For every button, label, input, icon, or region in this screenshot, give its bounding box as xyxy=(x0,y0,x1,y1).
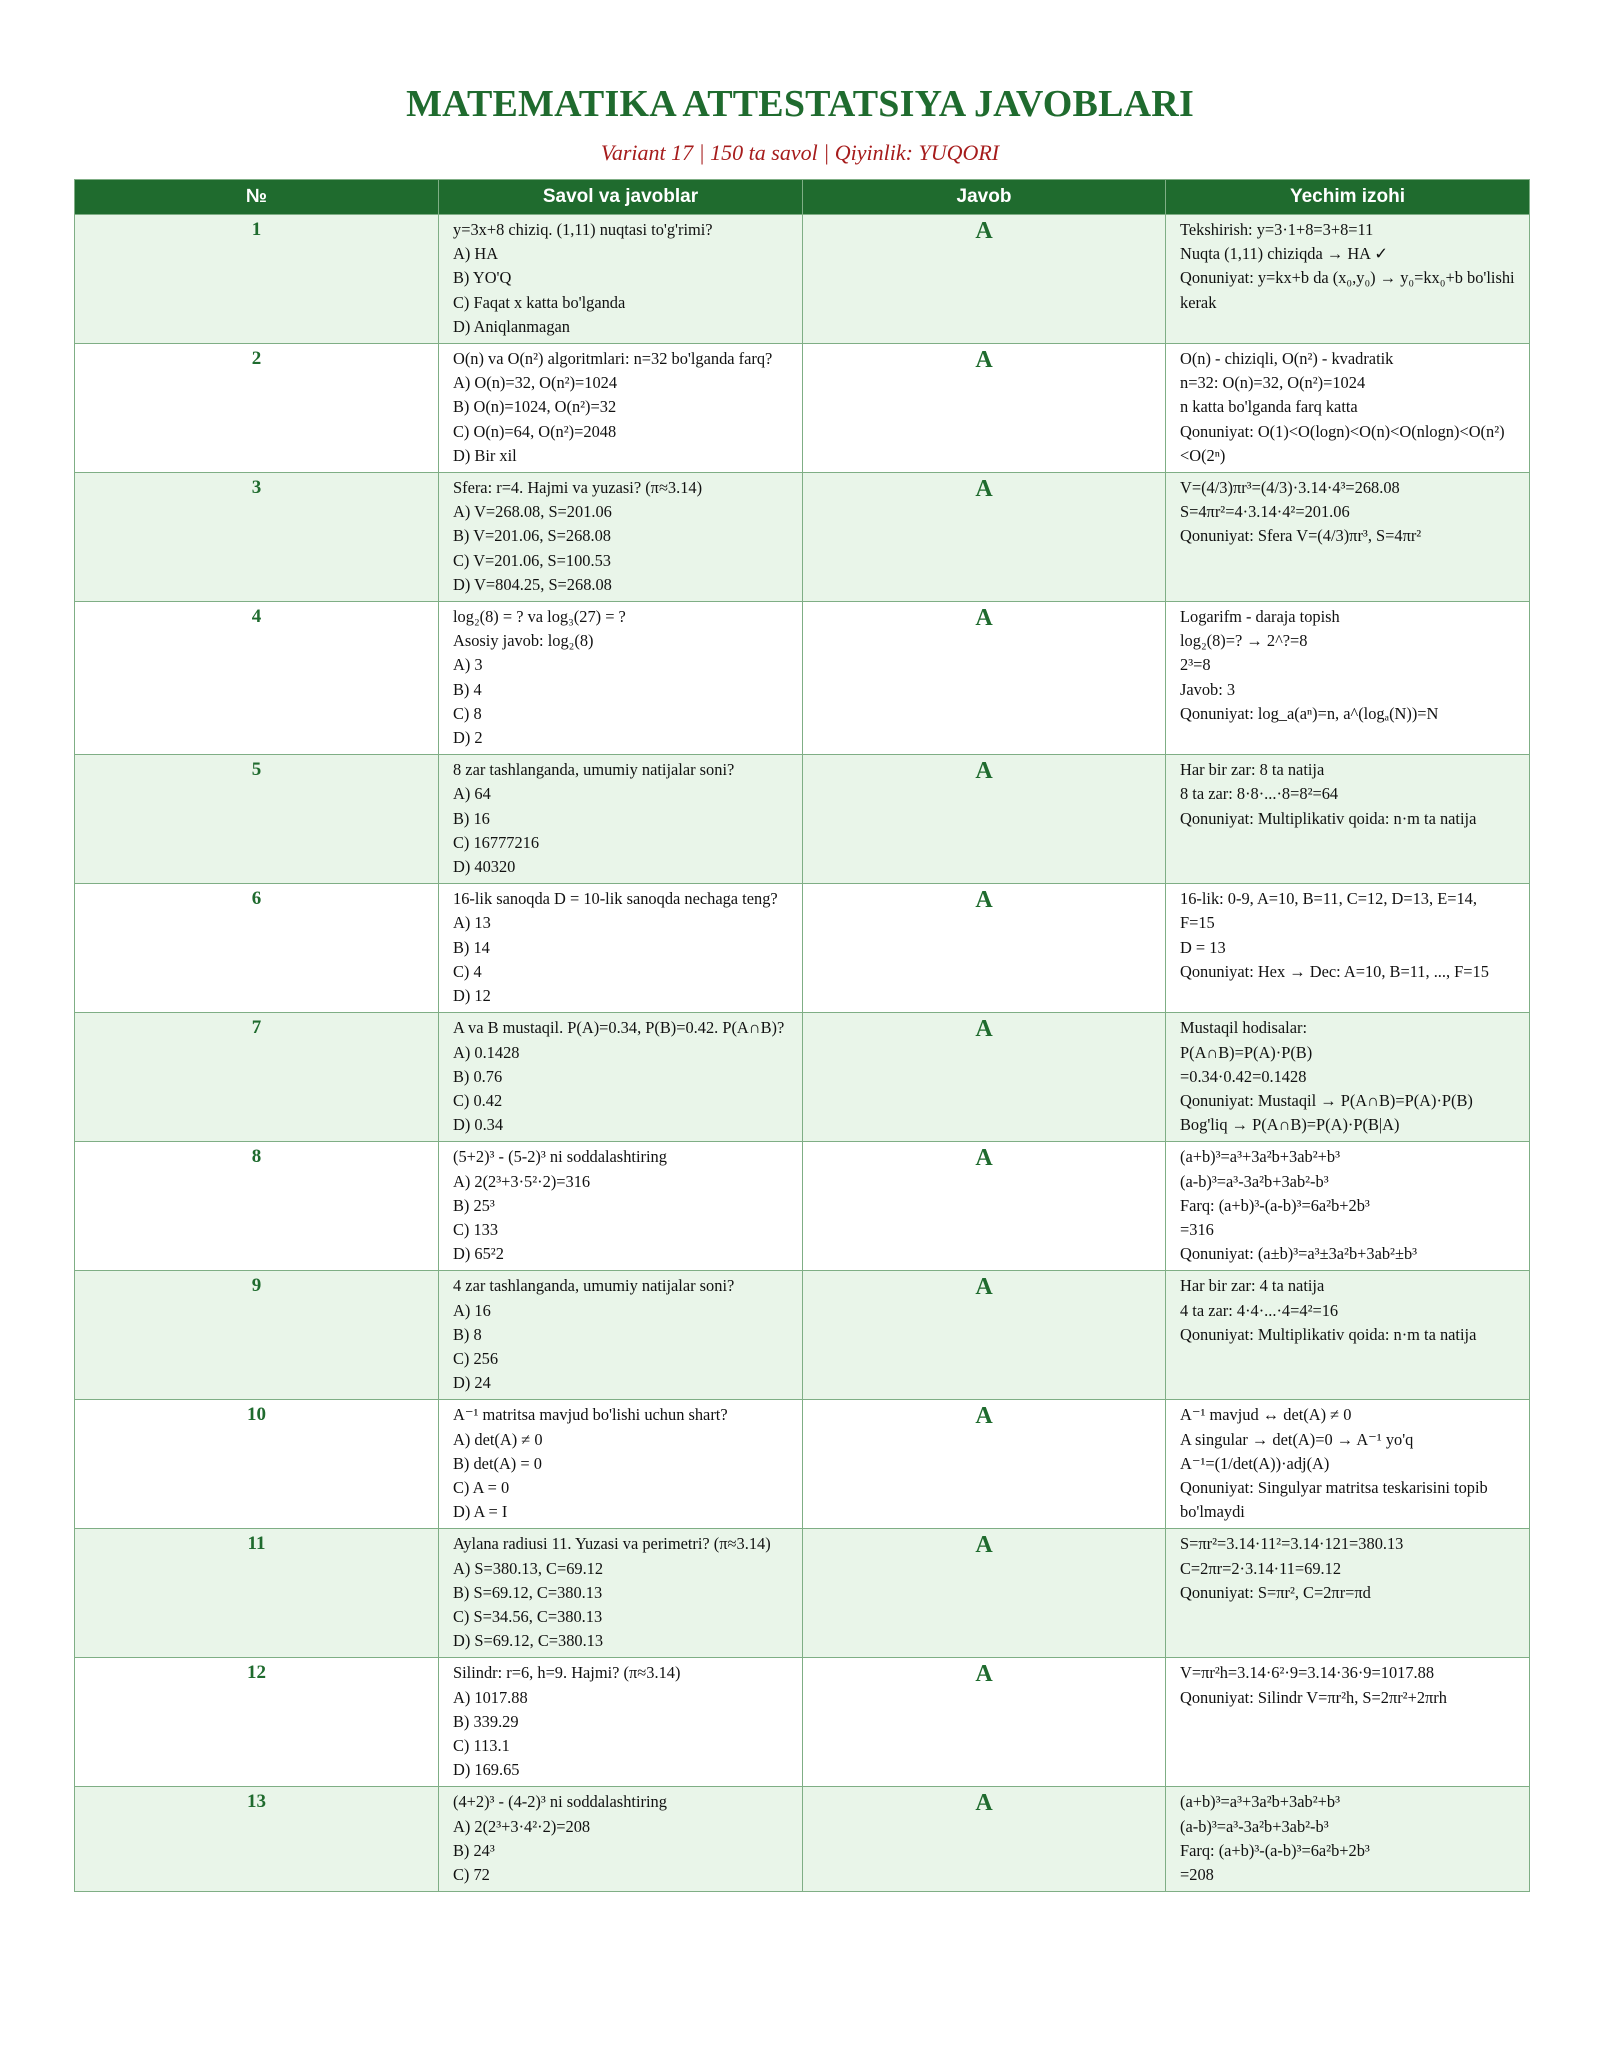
question-cell xyxy=(439,1400,803,1529)
answer-option: D) 65²2 xyxy=(453,1244,504,1264)
explanation-line: (a-b)³=a³-3a²b+3ab²-b³ xyxy=(1180,1171,1329,1191)
answer-option: A) 64 xyxy=(453,784,491,804)
question-number: 4 xyxy=(75,602,439,755)
answer-option: D) 40320 xyxy=(453,857,516,877)
answer-option: Asosiy javob: log₂(8) xyxy=(453,631,594,651)
table-row xyxy=(75,1013,1530,1142)
explanation-line: A singular → det(A)=0 → A⁻¹ yo'q xyxy=(1180,1429,1414,1449)
correct-answer: A xyxy=(803,1529,1166,1658)
answer-option: B) S=69.12, C=380.13 xyxy=(453,1582,603,1602)
explanation-line: V=πr²h=3.14·6²·9=3.14·36·9=1017.88 xyxy=(1180,1663,1435,1683)
explanation-line: Tekshirish: y=3·1+8=3+8=11 xyxy=(1180,220,1374,239)
explanation-cell xyxy=(1166,1529,1530,1658)
table-row xyxy=(75,1400,1530,1529)
question-number: 12 xyxy=(75,1658,439,1787)
question-number: 1 xyxy=(75,215,439,344)
answer-option: A) 0.1428 xyxy=(453,1042,520,1062)
question-text: O(n) va O(n²) algoritmlari: n=32 bo'lganda farq? xyxy=(453,349,773,369)
explanation-line: Farq: (a+b)³-(a-b)³=6a²b+2b³ xyxy=(1180,1840,1370,1860)
question-text: (5+2)³ - (5-2)³ ni soddalashtiring xyxy=(453,1147,667,1167)
correct-answer: A xyxy=(803,473,1166,602)
table-row xyxy=(75,1529,1530,1658)
answer-option: B) 4 xyxy=(453,679,482,699)
question-cell xyxy=(439,1787,803,1892)
question-cell xyxy=(439,1271,803,1400)
page-subtitle: Variant 17 | 150 ta savol | Qiyinlik: YUQORI xyxy=(600,140,1000,165)
answer-option: D) 169.65 xyxy=(453,1760,520,1780)
correct-answer: A xyxy=(803,1787,1166,1892)
answer-option: A) V=268.08, S=201.06 xyxy=(453,502,612,522)
explanation-line: Qonuniyat: y=kx+b da (x₀,y₀) → y₀=kx₀+b bo'lishi kerak xyxy=(1180,268,1515,312)
question-number: 10 xyxy=(75,1400,439,1529)
answer-option: C) V=201.06, S=100.53 xyxy=(453,550,611,570)
explanation-line: =208 xyxy=(1180,1865,1214,1884)
answer-option: C) 256 xyxy=(453,1348,499,1368)
answer-option: C) S=34.56, C=380.13 xyxy=(453,1606,603,1626)
question-text: A⁻¹ matritsa mavjud bo'lishi uchun shart? xyxy=(453,1405,728,1425)
table-header xyxy=(75,180,1530,215)
question-cell xyxy=(439,1013,803,1142)
question-number: 9 xyxy=(75,1271,439,1400)
explanation-line: n=32: O(n)=32, O(n²)=1024 xyxy=(1180,373,1366,393)
question-text: Aylana radiusi 11. Yuzasi va perimetri? (π≈3.14) xyxy=(453,1534,771,1554)
explanation-line: =0.34·0.42=0.1428 xyxy=(1180,1066,1307,1086)
answer-option: B) 0.76 xyxy=(453,1066,503,1086)
answer-option: D) 12 xyxy=(453,986,491,1006)
header-explanation: Yechim izohi xyxy=(1166,180,1530,215)
question-text: Sfera: r=4. Hajmi va yuzasi? (π≈3.14) xyxy=(453,478,703,498)
correct-answer: A xyxy=(803,884,1166,1013)
explanation-cell xyxy=(1166,1271,1530,1400)
explanation-line: Farq: (a+b)³-(a-b)³=6a²b+2b³ xyxy=(1180,1195,1370,1215)
question-text: 16-lik sanoqda D = 10-lik sanoqda nechaga teng? xyxy=(453,889,778,909)
explanation-line: (a+b)³=a³+3a²b+3ab²+b³ xyxy=(1180,1792,1340,1812)
table-row xyxy=(75,884,1530,1013)
answer-option: C) 72 xyxy=(453,1865,490,1884)
answer-option: B) YO'Q xyxy=(453,268,512,288)
question-cell xyxy=(439,1658,803,1787)
answer-option: D) S=69.12, C=380.13 xyxy=(453,1631,604,1651)
explanation-line: 2³=8 xyxy=(1180,655,1211,675)
correct-answer: A xyxy=(803,755,1166,884)
question-cell xyxy=(439,215,803,344)
correct-answer: A xyxy=(803,215,1166,344)
table-row xyxy=(75,344,1530,473)
correct-answer: A xyxy=(803,602,1166,755)
explanation-line: Har bir zar: 4 ta natija xyxy=(1180,1276,1325,1296)
table-row xyxy=(75,215,1530,344)
correct-answer: A xyxy=(803,1400,1166,1529)
question-number: 6 xyxy=(75,884,439,1013)
explanation-line: Har bir zar: 8 ta natija xyxy=(1180,760,1325,780)
question-cell xyxy=(439,1529,803,1658)
answer-option: C) O(n)=64, O(n²)=2048 xyxy=(453,421,617,441)
explanation-line: log₂(8)=? → 2^?=8 xyxy=(1180,631,1308,651)
question-number: 11 xyxy=(75,1529,439,1658)
explanation-line: A⁻¹=(1/det(A))·adj(A) xyxy=(1180,1453,1330,1473)
answer-option: B) 14 xyxy=(453,937,490,957)
explanation-line: C=2πr=2·3.14·11=69.12 xyxy=(1180,1558,1342,1578)
answers-table xyxy=(74,179,1530,1892)
table-row xyxy=(75,1142,1530,1271)
explanation-cell xyxy=(1166,344,1530,473)
answer-option: D) Bir xil xyxy=(453,445,517,465)
explanation-line: 8 ta zar: 8·8·...·8=8²=64 xyxy=(1180,784,1339,804)
question-number: 2 xyxy=(75,344,439,473)
question-number: 3 xyxy=(75,473,439,602)
answer-option: B) 8 xyxy=(453,1324,482,1344)
explanation-cell xyxy=(1166,1787,1530,1892)
explanation-line: Qonuniyat: log_a(aⁿ)=n, a^(logₐ(N))=N xyxy=(1180,703,1439,723)
answer-option: D) 2 xyxy=(453,728,483,748)
question-text: log₂(8) = ? va log₃(27) = ? xyxy=(453,607,626,627)
answer-option: A) 1017.88 xyxy=(453,1687,528,1707)
explanation-line: =316 xyxy=(1180,1219,1214,1239)
answer-option: C) 0.42 xyxy=(453,1090,503,1110)
explanation-line: Bog'liq → P(A∩B)=P(A)·P(B|A) xyxy=(1180,1115,1400,1135)
header-answer: Javob xyxy=(803,180,1166,215)
explanation-line: Qonuniyat: O(1)<O(logn)<O(n)<O(nlogn)<O(n²)<O(2ⁿ) xyxy=(1180,421,1505,465)
explanation-cell xyxy=(1166,755,1530,884)
answer-option: A) HA xyxy=(453,244,499,264)
table-row xyxy=(75,1658,1530,1787)
explanation-cell xyxy=(1166,1142,1530,1271)
header-number: № xyxy=(75,180,439,215)
correct-answer: A xyxy=(803,1142,1166,1271)
explanation-line: P(A∩B)=P(A)·P(B) xyxy=(1180,1042,1313,1062)
answer-option: D) V=804.25, S=268.08 xyxy=(453,574,612,594)
answer-option: C) 4 xyxy=(453,961,482,981)
question-cell xyxy=(439,602,803,755)
correct-answer: A xyxy=(803,1658,1166,1787)
explanation-cell xyxy=(1166,602,1530,755)
answer-option: A) 2(2³+3·4²·2)=208 xyxy=(453,1816,591,1836)
table-row xyxy=(75,755,1530,884)
explanation-line: Qonuniyat: Multiplikativ qoida: n·m ta natija xyxy=(1180,808,1477,828)
question-number: 13 xyxy=(75,1787,439,1892)
question-text: (4+2)³ - (4-2)³ ni soddalashtiring xyxy=(453,1792,667,1812)
explanation-line: Mustaqil hodisalar: xyxy=(1180,1018,1308,1038)
explanation-cell xyxy=(1166,1658,1530,1787)
answer-option: A) O(n)=32, O(n²)=1024 xyxy=(453,373,618,393)
explanation-line: Qonuniyat: Hex → Dec: A=10, B=11, ..., F=15 xyxy=(1180,961,1489,981)
correct-answer: A xyxy=(803,1271,1166,1400)
explanation-line: V=(4/3)πr³=(4/3)·3.14·4³=268.08 xyxy=(1180,478,1400,498)
question-cell xyxy=(439,884,803,1013)
explanation-line: Logarifm - daraja topish xyxy=(1180,607,1340,627)
explanation-line: (a-b)³=a³-3a²b+3ab²-b³ xyxy=(1180,1816,1329,1836)
answer-option: A) S=380.13, C=69.12 xyxy=(453,1558,604,1578)
answer-option: C) 8 xyxy=(453,703,482,723)
explanation-line: D = 13 xyxy=(1180,937,1226,957)
answer-option: B) det(A) = 0 xyxy=(453,1453,542,1473)
question-text: y=3x+8 chiziq. (1,11) nuqtasi to'g'rimi? xyxy=(453,220,713,239)
explanation-line: A⁻¹ mavjud ↔ det(A) ≠ 0 xyxy=(1180,1405,1352,1425)
explanation-line: S=4πr²=4·3.14·4²=201.06 xyxy=(1180,502,1350,522)
question-number: 5 xyxy=(75,755,439,884)
explanation-line: O(n) - chiziqli, O(n²) - kvadratik xyxy=(1180,349,1394,369)
table-row xyxy=(75,602,1530,755)
explanation-line: Qonuniyat: Silindr V=πr²h, S=2πr²+2πrh xyxy=(1180,1687,1447,1707)
answer-option: C) 113.1 xyxy=(453,1735,510,1755)
answer-option: B) 339.29 xyxy=(453,1711,519,1731)
explanation-line: 16-lik: 0-9, A=10, B=11, C=12, D=13, E=14, F=15 xyxy=(1180,889,1477,933)
explanation-line: Javob: 3 xyxy=(1180,679,1236,699)
explanation-line: S=πr²=3.14·11²=3.14·121=380.13 xyxy=(1180,1534,1404,1554)
answer-option: C) 16777216 xyxy=(453,832,540,852)
explanation-line: Nuqta (1,11) chiziqda → HA ✓ xyxy=(1180,244,1388,264)
question-text: A va B mustaqil. P(A)=0.34, P(B)=0.42. P(A∩B)? xyxy=(453,1018,785,1038)
explanation-line: Qonuniyat: Singulyar matritsa teskarisini topib bo'lmaydi xyxy=(1180,1477,1488,1522)
answer-option: B) V=201.06, S=268.08 xyxy=(453,526,611,546)
explanation-line: Qonuniyat: Sfera V=(4/3)πr³, S=4πr² xyxy=(1180,526,1422,546)
question-text: 4 zar tashlanganda, umumiy natijalar soni? xyxy=(453,1276,735,1296)
answer-option: C) 133 xyxy=(453,1219,499,1239)
explanation-line: Qonuniyat: Multiplikativ qoida: n·m ta natija xyxy=(1180,1324,1477,1344)
explanation-cell xyxy=(1166,1013,1530,1142)
answer-option: A) 2(2³+3·5²·2)=316 xyxy=(453,1171,591,1191)
answer-option: B) 24³ xyxy=(453,1840,495,1860)
answer-option: A) 13 xyxy=(453,913,491,933)
answer-option: A) det(A) ≠ 0 xyxy=(453,1429,543,1449)
answer-option: C) A = 0 xyxy=(453,1477,510,1497)
question-number: 7 xyxy=(75,1013,439,1142)
answer-option: D) Aniqlanmagan xyxy=(453,316,570,336)
explanation-line: n katta bo'lganda farq katta xyxy=(1180,397,1358,417)
explanation-line: Qonuniyat: Mustaqil → P(A∩B)=P(A)·P(B) xyxy=(1180,1090,1473,1110)
table-row xyxy=(75,1271,1530,1400)
question-cell xyxy=(439,1142,803,1271)
answer-option: D) A = I xyxy=(453,1502,508,1522)
question-cell xyxy=(439,473,803,602)
explanation-cell xyxy=(1166,1400,1530,1529)
question-cell xyxy=(439,344,803,473)
explanation-line: Qonuniyat: S=πr², C=2πr=πd xyxy=(1180,1582,1371,1602)
answer-option: D) 0.34 xyxy=(453,1115,504,1135)
correct-answer: A xyxy=(803,1013,1166,1142)
explanation-cell xyxy=(1166,473,1530,602)
explanation-line: (a+b)³=a³+3a²b+3ab²+b³ xyxy=(1180,1147,1340,1167)
answer-option: D) 24 xyxy=(453,1373,491,1393)
correct-answer: A xyxy=(803,344,1166,473)
answer-option: B) 25³ xyxy=(453,1195,495,1215)
answer-option: A) 16 xyxy=(453,1300,491,1320)
explanation-line: Qonuniyat: (a±b)³=a³±3a²b+3ab²±b³ xyxy=(1180,1244,1418,1264)
answer-option: A) 3 xyxy=(453,655,483,675)
question-number: 8 xyxy=(75,1142,439,1271)
question-cell xyxy=(439,755,803,884)
question-text: 8 zar tashlanganda, umumiy natijalar soni? xyxy=(453,760,735,780)
question-text: Silindr: r=6, h=9. Hajmi? (π≈3.14) xyxy=(453,1663,681,1683)
header-row xyxy=(75,180,1530,215)
answer-option: B) 16 xyxy=(453,808,490,828)
page-title: MATEMATIKA ATTESTATSIYA JAVOBLARI xyxy=(406,83,1194,125)
explanation-cell xyxy=(1166,884,1530,1013)
answer-option: B) O(n)=1024, O(n²)=32 xyxy=(453,397,617,417)
table-body xyxy=(75,215,1530,1892)
explanation-cell xyxy=(1166,215,1530,344)
table-row xyxy=(75,1787,1530,1892)
explanation-line: 4 ta zar: 4·4·...·4=4²=16 xyxy=(1180,1300,1339,1320)
answer-option: C) Faqat x katta bo'lganda xyxy=(453,292,626,312)
header-question: Savol va javoblar xyxy=(439,180,803,215)
table-row xyxy=(75,473,1530,602)
